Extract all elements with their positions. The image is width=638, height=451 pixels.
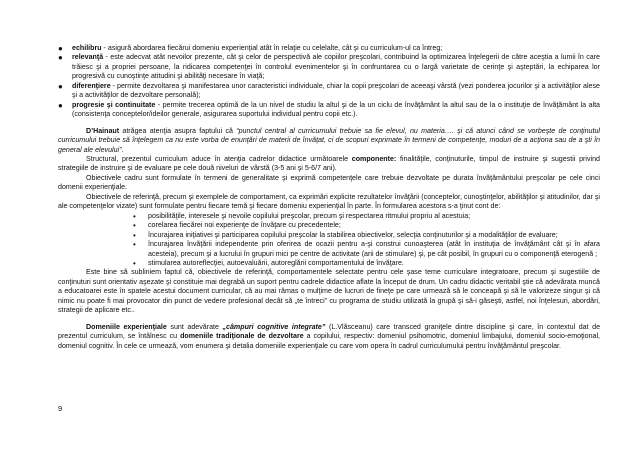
list-item-text: - permite dezvoltarea şi manifestarea unor caracteristici individuale, chiar la copii preşcolari de aceeaşi vârstă (vezi ponderea jocurilor şi a activităţilor alese şi a activităţilor de dezvoltare personală); — [72, 81, 600, 100]
bullet-icon: ● — [58, 100, 63, 110]
bold-term: componente: — [351, 154, 397, 163]
paragraph-framework-objectives: Obiectivele cadru sunt formulate în termeni de generalitate şi exprimă competenţele care trebuie dezvoltate pe durata învăţământului preşcolar pe cele cinci domenii experienţiale. — [58, 173, 600, 192]
list-item-text: stimularea autoreflecţiei, autoevaluării, autoreglării comportamentului de învăţare. — [148, 258, 404, 267]
paragraph-experiential-domains — [58, 323, 600, 351]
bullet-icon: • — [133, 258, 136, 268]
paragraph-text: atrăgea atenţia asupra faptului că — [119, 126, 237, 135]
paragraph-reference-objectives: Obiectivele de referinţă, precum şi exemplele de comportament, ca exprimări explicite rezultatelor învăţării (conceptelor, cunoştinţelor, abilităţilor şi atitudinilor, dar şi ale competenţelor vizate) sunt formulate pentru fiecare temă şi fiecare domeniu experienţial în parte. În formularea acestora s-a ţinut cont de: — [58, 192, 600, 211]
list-item-term: diferenţiere — [72, 81, 111, 90]
list-item-text: încurajarea iniţiativei şi participarea copilului preşcolar la stabilirea obiectivelor, selecţia conţinuturilor şi a modalităţilor de evaluare; — [148, 230, 558, 239]
bullet-icon: ● — [58, 81, 63, 91]
principles-list — [58, 44, 600, 120]
list-item-term: progresie şi continuitate — [72, 100, 156, 109]
list-item — [58, 101, 600, 120]
paragraph-text: . — [121, 145, 124, 154]
list-item-term: relevanţă — [72, 53, 104, 62]
bullet-icon: • — [133, 230, 136, 240]
paragraph-text: Structural, prezentul curriculum aduce în atenţia cadrelor didactice următoarele — [86, 154, 352, 163]
page-number: 9 — [58, 404, 63, 413]
criteria-list — [58, 212, 600, 269]
page-body — [58, 44, 600, 351]
list-item-text: corelarea fiecărei noi experienţe de învăţare cu precedentele; — [148, 221, 341, 230]
bold-term: Domeniile experienţiale — [86, 322, 167, 331]
paragraph-emphasis: Este bine să subliniem faptul că, obiectivele de referinţă, comportamentele selectate pentru cele şase teme curriculare integratoare, precum şi sugestiile de conţinuturi sunt orientativ aşezate şi constituie mai degrabă un suport pentru cadrele didactice aflate la început de drum. Un cadru didactic veritabil ştie că adevărata muncă a educatoarei este în spatele acestui document curricular, că au mai rămas o mulţime de lucruri de fineţe pe care urmează să le conceapă şi să le valorizeze singur şi că nimic nu poate fi mai provocator din punct de vedere profesional decât să „te întreci” cu programa de studiu utilizată la grupă şi să-i găseşti, astfel, noi înţelesuri, abordări, strategii de aplicare etc.. — [58, 268, 600, 315]
list-item-text: - este adecvat atât nevoilor prezente, cât şi celor de perspectivă ale copiilor preşcolari, contribuind la optimizarea înţelegerii de către aceştia a lumii în care trăiesc şi a propriei persoane, la ridicarea competenţei în controlul evenimentelor şi în confruntarea cu o largă varietate de cerinţe şi aşteptări, la echiparea lor progresivă cu cunoştinţe atitudini şi abilităţi necesare în viaţă; — [72, 53, 600, 81]
bold-term: domeniile tradiţionale de dezvoltare — [180, 332, 304, 341]
list-item — [58, 44, 600, 53]
list-item-text: posibilităţile, interesele şi nevoile copilului preşcolar, precum şi respectarea ritmului propriu al acestuia; — [148, 211, 471, 220]
list-item — [58, 231, 600, 240]
quote-text: „câmpuri cognitive integrate” — [222, 322, 326, 331]
list-item-text: - permite trecerea optimă de la un nivel de studiu la altul şi de la un ciclu de învăţământ la altul sau de la o instituţie de învăţământ la alta (consistenţa conceptelor/ideilor generale, asigurarea suportului individual pentru copii etc.). — [72, 100, 600, 119]
list-item — [58, 221, 600, 230]
list-item — [58, 259, 600, 268]
list-item — [58, 240, 600, 259]
paragraph-dhainaut — [58, 127, 600, 155]
paragraph-structure — [58, 155, 600, 174]
list-item-text: - asigură abordarea fiecărui domeniu experienţial atât în relaţie cu celelalte, cât şi cu curriculum-ul ca întreg; — [101, 44, 443, 52]
bullet-icon: ● — [58, 44, 63, 53]
list-item — [58, 82, 600, 101]
list-item — [58, 53, 600, 81]
list-item-text: încurajarea învăţării independente prin oferirea de ocazii pentru a-şi construi cunoaşterea (atât în instituţia de învăţământ cât şi în afara acesteia), precum şi a lucrului în grupuri mici pe centre de activitate (arii de stimulare) şi, pe cât posibil, în grupuri cu o componenţă eterogenă ; — [148, 240, 600, 258]
list-item-term: echilibru — [72, 44, 102, 52]
bullet-icon: • — [133, 211, 136, 221]
bullet-icon: • — [133, 240, 136, 250]
paragraph-text: (L.Vlăsceanu) care transced graniţele dintre discipline şi care, în contextul dat de prezentul curriculum, se întâlnesc cu — [58, 322, 601, 341]
paragraph-text: sunt adevărate — [166, 322, 223, 331]
bullet-icon: • — [133, 221, 136, 231]
paragraph-text: a copilului, respectiv: domeniul psihomotric, domeniul limbajului, domeniul socio-emoţional, domeniul cognitiv. În cele ce urmează, vom enumera şi detalia domeniile experienţiale cu care vom opera în cadrul curriculumului pentru învăţământul preşcolar. — [58, 332, 601, 350]
paragraph-text: finalităţile, conţinuturile, timpul de instruire şi sugestii privind strategiile de instruire şi de evaluare pe cele două niveluri de vârstă (3-5 ani şi 5-6/7 ani). — [58, 154, 600, 173]
author-name: D’Hainaut — [86, 126, 120, 135]
quote-text: “punctul central al curricumului trebuie sa fie elevul, nu materia…. şi că atunci când se vorbeşte de conţinutul curricumului trebuie să înţelegem ca nu este vorba de enunţări de materii de învăţat, ci de scopuri exprimate în termeni de competenţe, moduri de a acţiona sau de a şti în general ale elevului” — [58, 126, 600, 154]
bullet-icon: ● — [58, 53, 63, 63]
list-item — [58, 212, 600, 221]
